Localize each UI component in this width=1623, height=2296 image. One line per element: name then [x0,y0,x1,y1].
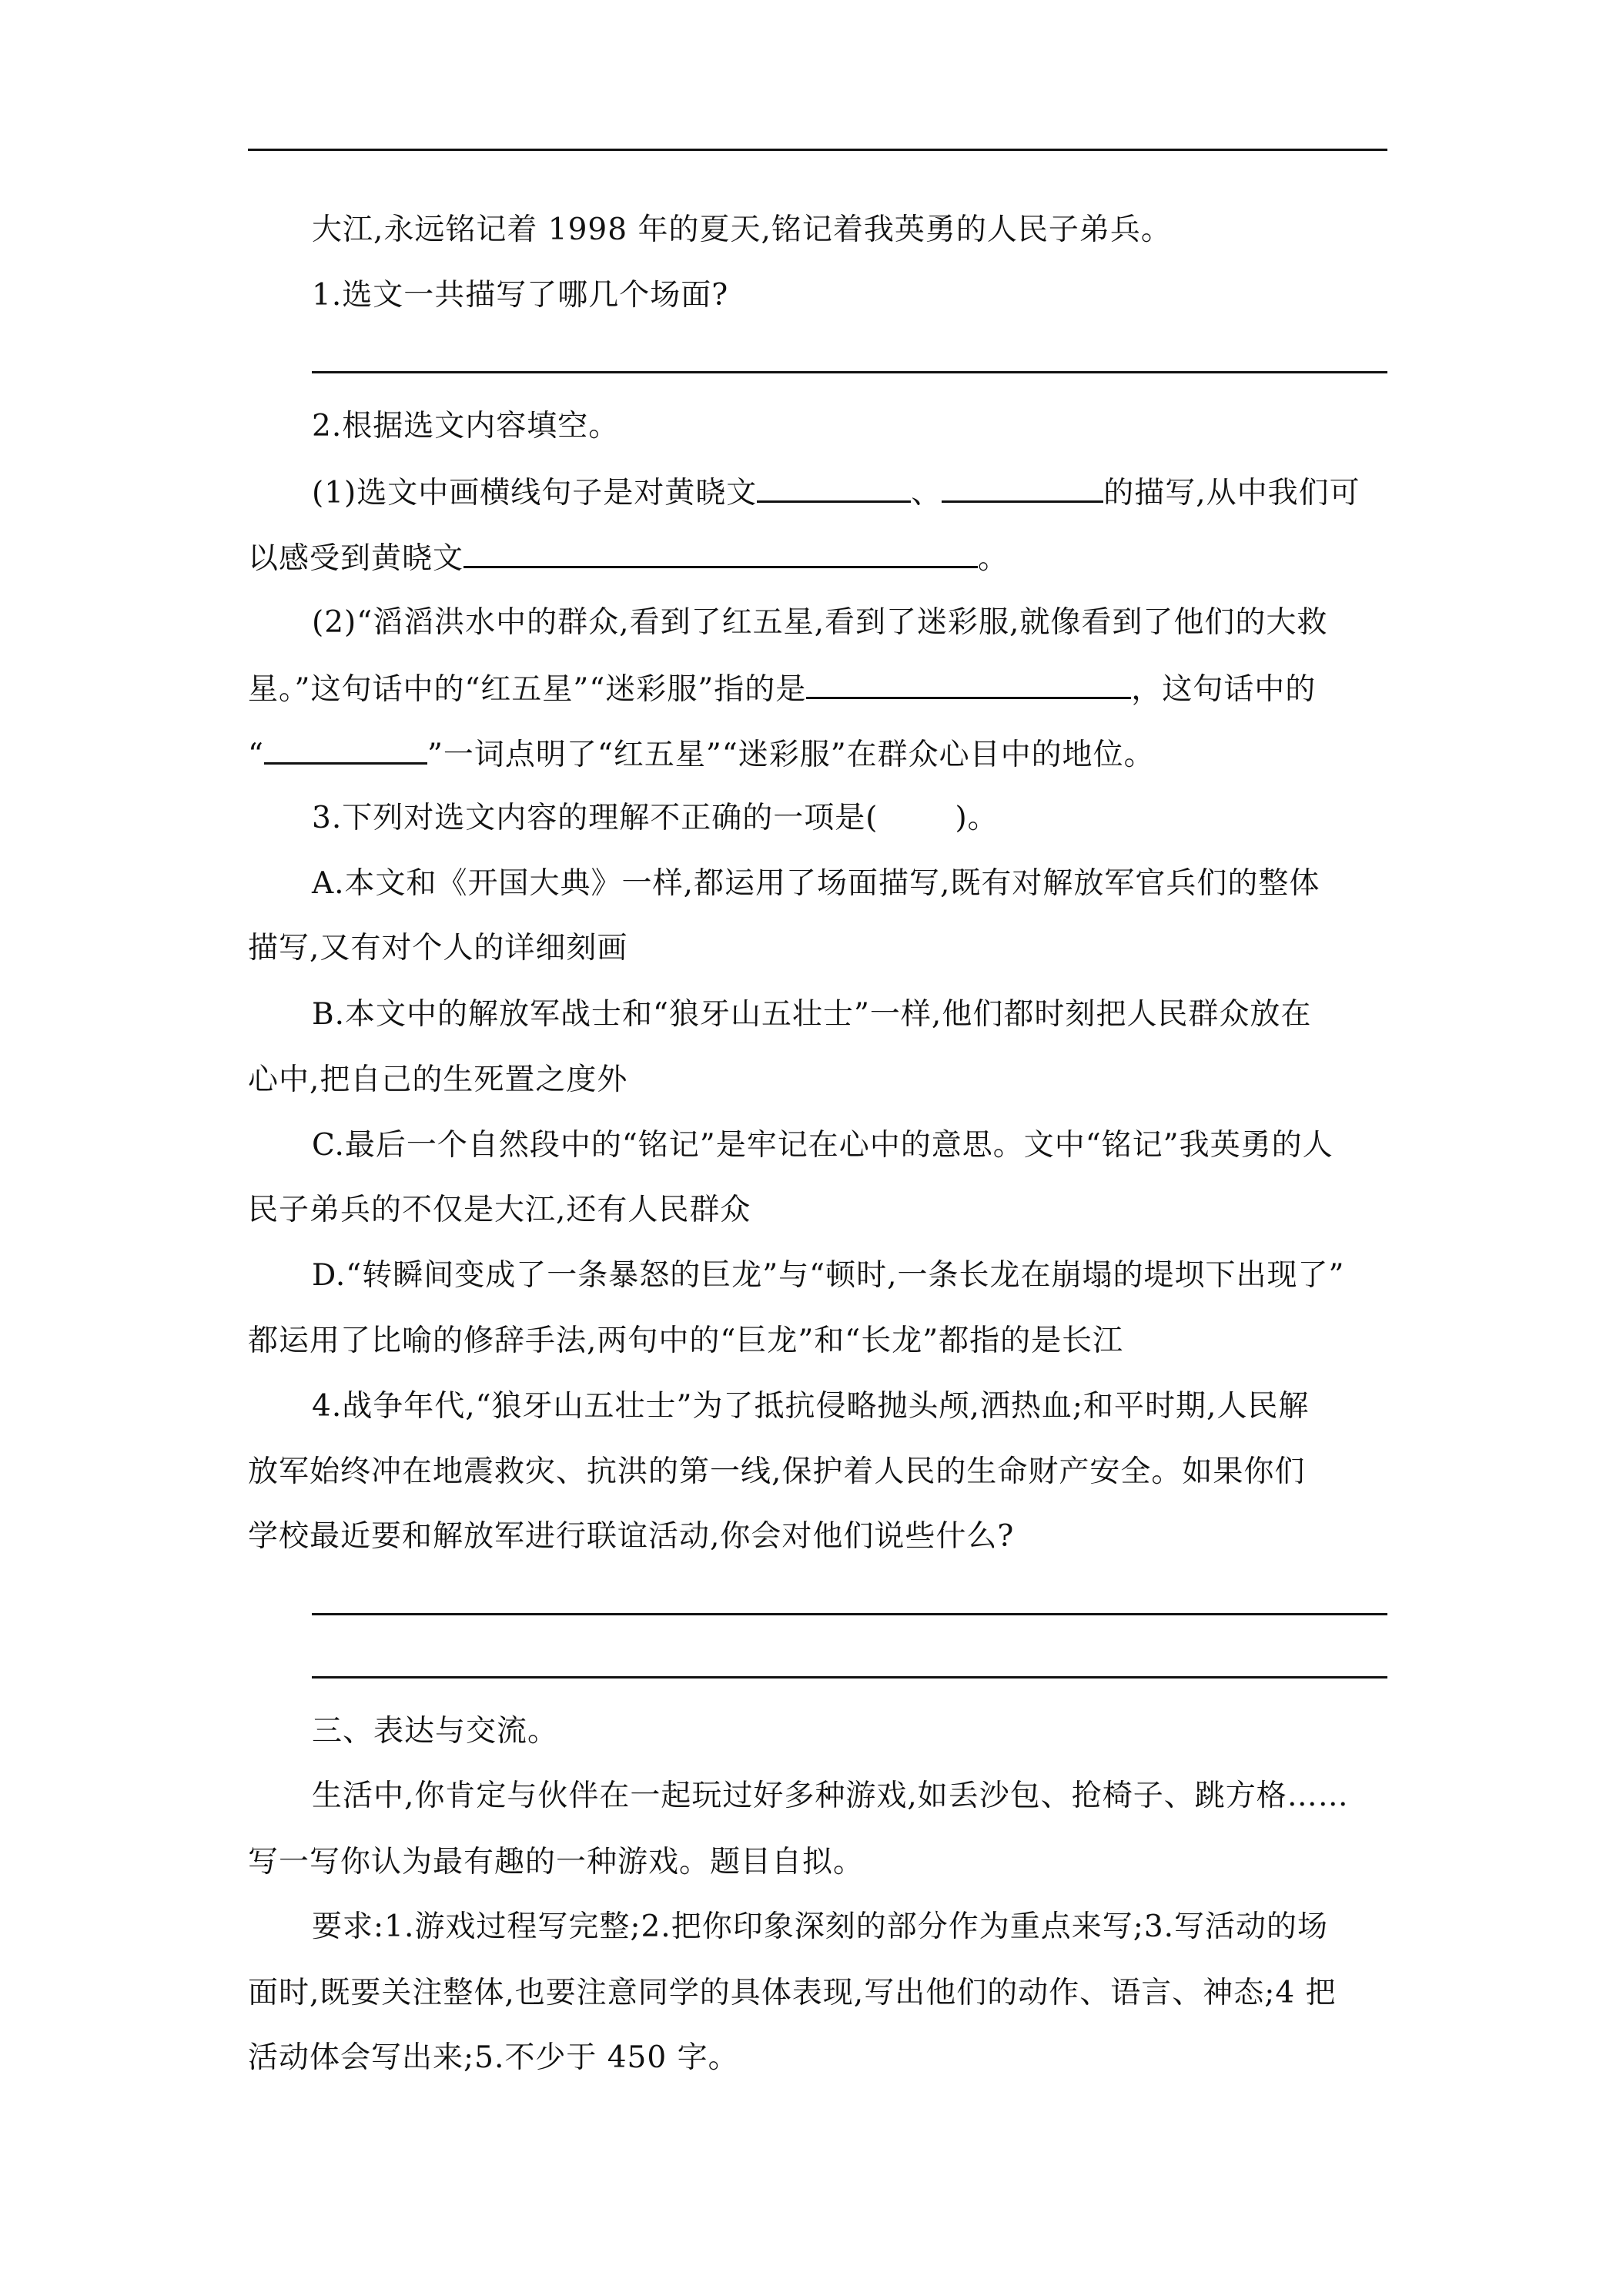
section-3-title: 三、表达与交流。 [312,1714,559,1749]
q2-sub2-blank-1[interactable] [806,668,1131,699]
question-2-sub2-line1: (2)“滔滔洪水中的群众,看到了红五星,看到了迷彩服,就像看到了他们的大救 [312,605,1328,640]
question-2-sub2-line2 [248,668,1387,710]
question-4-answer-line-2[interactable] [312,1676,1387,1678]
q3-option-c-line1: C.最后一个自然段中的“铭记”是牢记在心中的意思。文中“铭记”我英勇的人 [312,1128,1334,1163]
section-3-para-line2: 写一写你认为最有趣的一种游戏。题目自拟。 [248,1845,865,1879]
question-4-line2: 放军始终冲在地震救灾、抗洪的第一线,保护着人民的生命财产安全。如果你们 [248,1454,1306,1489]
q2-sub1-text-b: 的描写,从中我们可 [1103,476,1360,510]
q3-stem-a: 3.下列对选文内容的理解不正确的一项是( [312,801,878,835]
q3-option-b-line2: 心中,把自己的生死置之度外 [248,1063,628,1097]
q2-sub1-text-c: 以感受到黄晓文 [248,541,464,576]
q3-stem-b: )。 [955,801,999,835]
q3-option-d-line1: D.“转瞬间变成了一条暴怒的巨龙”与“顿时,一条长龙在崩塌的堤坝下出现了” [312,1258,1345,1293]
q2-sub2-text-e: ”一词点明了“红五星”“迷彩服”在群众心目中的地位。 [427,738,1155,772]
question-2-title: 2.根据选文内容填空。 [312,409,620,443]
question-1-answer-line[interactable] [312,371,1387,373]
q2-sub2-text-b: 星。”这句话中的“红五星”“迷彩服”指的是 [248,672,807,707]
question-4-line1: 4.战争年代,“狼牙山五壮士”为了抵抗侵略抛头颅,洒热血;和平时期,人民解 [312,1389,1310,1424]
q3-option-a-line1: A.本文和《开国大典》一样,都运用了场面描写,既有对解放军官兵们的整体 [312,866,1320,901]
header-rule [248,149,1387,151]
q2-sub1-sep: 、 [911,476,942,510]
question-3-stem [312,798,1387,838]
question-4-answer-line-1[interactable] [312,1613,1387,1615]
q2-sub1-blank-1[interactable] [757,471,911,503]
q2-sub1-blank-3[interactable] [463,537,978,568]
q2-sub2-blank-2[interactable] [264,733,427,765]
question-1-text: 1.选文一共描写了哪几个场面? [312,278,729,313]
section-3-para-line1: 生活中,你肯定与伙伴在一起玩过好多种游戏,如丢沙包、抢椅子、跳方格…… [312,1779,1349,1813]
question-4-line3: 学校最近要和解放军进行联谊活动,你会对他们说些什么? [248,1519,1015,1554]
q2-sub2-text-d: “ [248,738,264,772]
q2-sub1-blank-2[interactable] [942,471,1103,503]
section-3-requirement-line2: 面时,既要关注整体,也要注意同学的具体表现,写出他们的动作、语言、神态;4 把 [248,1976,1337,2010]
q2-sub2-text-c: ，这句话中的 [1131,672,1317,707]
q2-sub1-end: 。 [978,541,1009,576]
q3-option-d-line2: 都运用了比喻的修辞手法,两句中的“巨龙”和“长龙”都指的是长江 [248,1324,1124,1358]
passage-closing-line: 大江,永远铭记着 1998 年的夏天,铭记着我英勇的人民子弟兵。 [312,213,1172,247]
question-2-sub1-line2 [248,537,1387,579]
q3-option-c-line2: 民子弟兵的不仅是大江,还有人民群众 [248,1193,751,1227]
q3-option-b-line1: B.本文中的解放军战士和“狼牙山五壮士”一样,他们都时刻把人民群众放在 [312,997,1312,1032]
question-2-sub1-line1 [312,471,1387,514]
section-3-requirement-line1: 要求:1.游戏过程写完整;2.把你印象深刻的部分作为重点来写;3.写活动的场 [312,1909,1329,1944]
question-2-sub2-line3 [248,733,1387,775]
q3-option-a-line2: 描写,又有对个人的详细刻画 [248,931,628,966]
q2-sub1-text-a: (1)选文中画横线句子是对黄晓文 [312,476,758,510]
section-3-requirement-line3: 活动体会写出来;5.不少于 450 字。 [248,2040,739,2075]
